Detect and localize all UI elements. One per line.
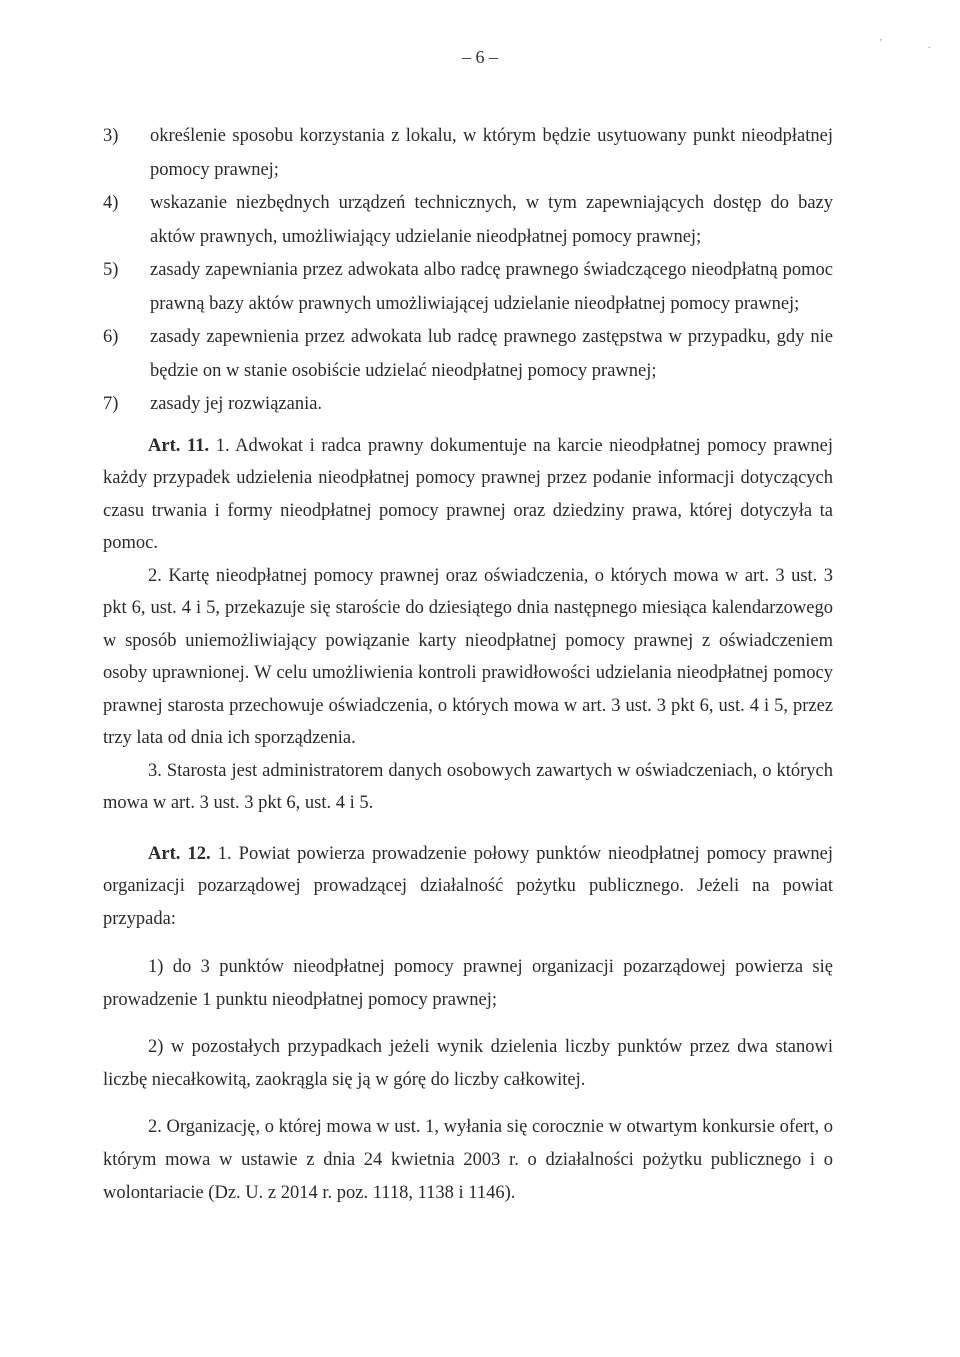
list-item-number: 4) — [103, 193, 119, 213]
article-11-label: Art. 11. — [148, 435, 210, 456]
article-11-p2-text: 2. Kartę nieodpłatnej pomocy prawnej oraz oświadczenia, o których mowa w art. 3 ust. 3 pkt 6, ust. 4 i 5, przekazuje się staroście do dziesiątego dnia następnego miesiąca kalendarzowego w sposób uniemożliwiający powiązanie karty nieodpłatnej pomocy prawnej z oświadczeniem osoby uprawnionej. W celu umożliwienia kontroli prawidłowości udzielania nieodpłatnej pomocy prawnej starosta przechowuje oświadczenia, o których mowa w art. 3 ust. 3 pkt 6, ust. 4 i 5, przez trzy lata od dnia ich sporządzenia. — [103, 565, 833, 748]
scan-speck: . — [928, 40, 931, 51]
list-item-number: 7) — [103, 394, 119, 414]
article-11-paragraph-1 — [103, 430, 833, 560]
article-11-paragraph-2 — [103, 560, 833, 755]
article-12-sub2-text: 2) w pozostałych przypadkach jeżeli wynik dzielenia liczby punktów przez dwa stanowi liczbę niecałkowitą, zaokrągla się ją w górę do liczby całkowitej. — [103, 1037, 833, 1090]
article-12-label: Art. 12. — [148, 843, 211, 864]
scan-speck: ' — [880, 38, 882, 49]
list-item-number: 3) — [103, 126, 119, 146]
list-item — [103, 187, 833, 254]
article-12-subpoint-2 — [103, 1031, 833, 1097]
list-item-number: 6) — [103, 327, 119, 347]
list-item-text: określenie sposobu korzystania z lokalu, w którym będzie usytuowany punkt nieodpłatnej pomocy prawnej; — [150, 126, 833, 180]
list-item — [103, 388, 833, 422]
list-item-text: zasady jej rozwiązania. — [150, 394, 323, 414]
list-item-text: wskazanie niezbędnych urządzeń technicznych, w tym zapewniających dostęp do bazy aktów prawnych, umożliwiający udzielanie nieodpłatnej pomocy prawnej; — [150, 193, 833, 247]
article-11-p1-text: 1. Adwokat i radca prawny dokumentuje na karcie nieodpłatnej pomocy prawnej każdy przypadek udzielenia nieodpłatnej pomocy prawnej przez podanie informacji dotyczących czasu trwania i formy nieodpłatnej pomocy prawnej oraz dziedziny prawa, której dotyczyła ta pomoc. — [103, 435, 833, 553]
list-item — [103, 120, 833, 187]
page-number: – 6 – — [462, 47, 498, 67]
article-12-paragraph-2 — [103, 1111, 833, 1210]
article-12-subpoint-1 — [103, 951, 833, 1017]
article-12-p1-text: 1. Powiat powierza prowadzenie połowy punktów nieodpłatnej pomocy prawnej organizacji pozarządowej prowadzącej działalność pożytku publicznego. Jeżeli na powiat przypada: — [103, 843, 833, 929]
list-item-text: zasady zapewniania przez adwokata albo radcę prawnego świadczącego nieodpłatną pomoc prawną bazy aktów prawnych umożliwiającej udzielanie nieodpłatnej pomocy prawnej; — [150, 260, 833, 314]
list-item — [103, 254, 833, 321]
article-12-paragraph-1 — [103, 838, 833, 936]
list-item-text: zasady zapewnienia przez adwokata lub radcę prawnego zastępstwa w przypadku, gdy nie będzie on w stanie osobiście udzielać nieodpłatnej pomocy prawnej; — [150, 327, 833, 381]
article-11-p3-text: 3. Starosta jest administratorem danych osobowych zawartych w oświadczeniach, o których mowa w art. 3 ust. 3 pkt 6, ust. 4 i 5. — [103, 760, 833, 813]
document-body — [103, 120, 833, 1210]
list-item — [103, 321, 833, 388]
article-12-p2-text: 2. Organizację, o której mowa w ust. 1, wyłania się corocznie w otwartym konkursie ofert, o którym mowa w ustawie z dnia 24 kwietnia 2003 r. o działalności pożytku publicznego i o wolontariacie (Dz. U. z 2014 r. poz. 1118, 1138 i 1146). — [103, 1117, 833, 1203]
list-item-number: 5) — [103, 260, 119, 280]
article-12-sub1-text: 1) do 3 punktów nieodpłatnej pomocy prawnej organizacji pozarządowej powierza się prowadzenie 1 punktu nieodpłatnej pomocy prawnej; — [103, 957, 833, 1010]
article-11-paragraph-3 — [103, 755, 833, 820]
